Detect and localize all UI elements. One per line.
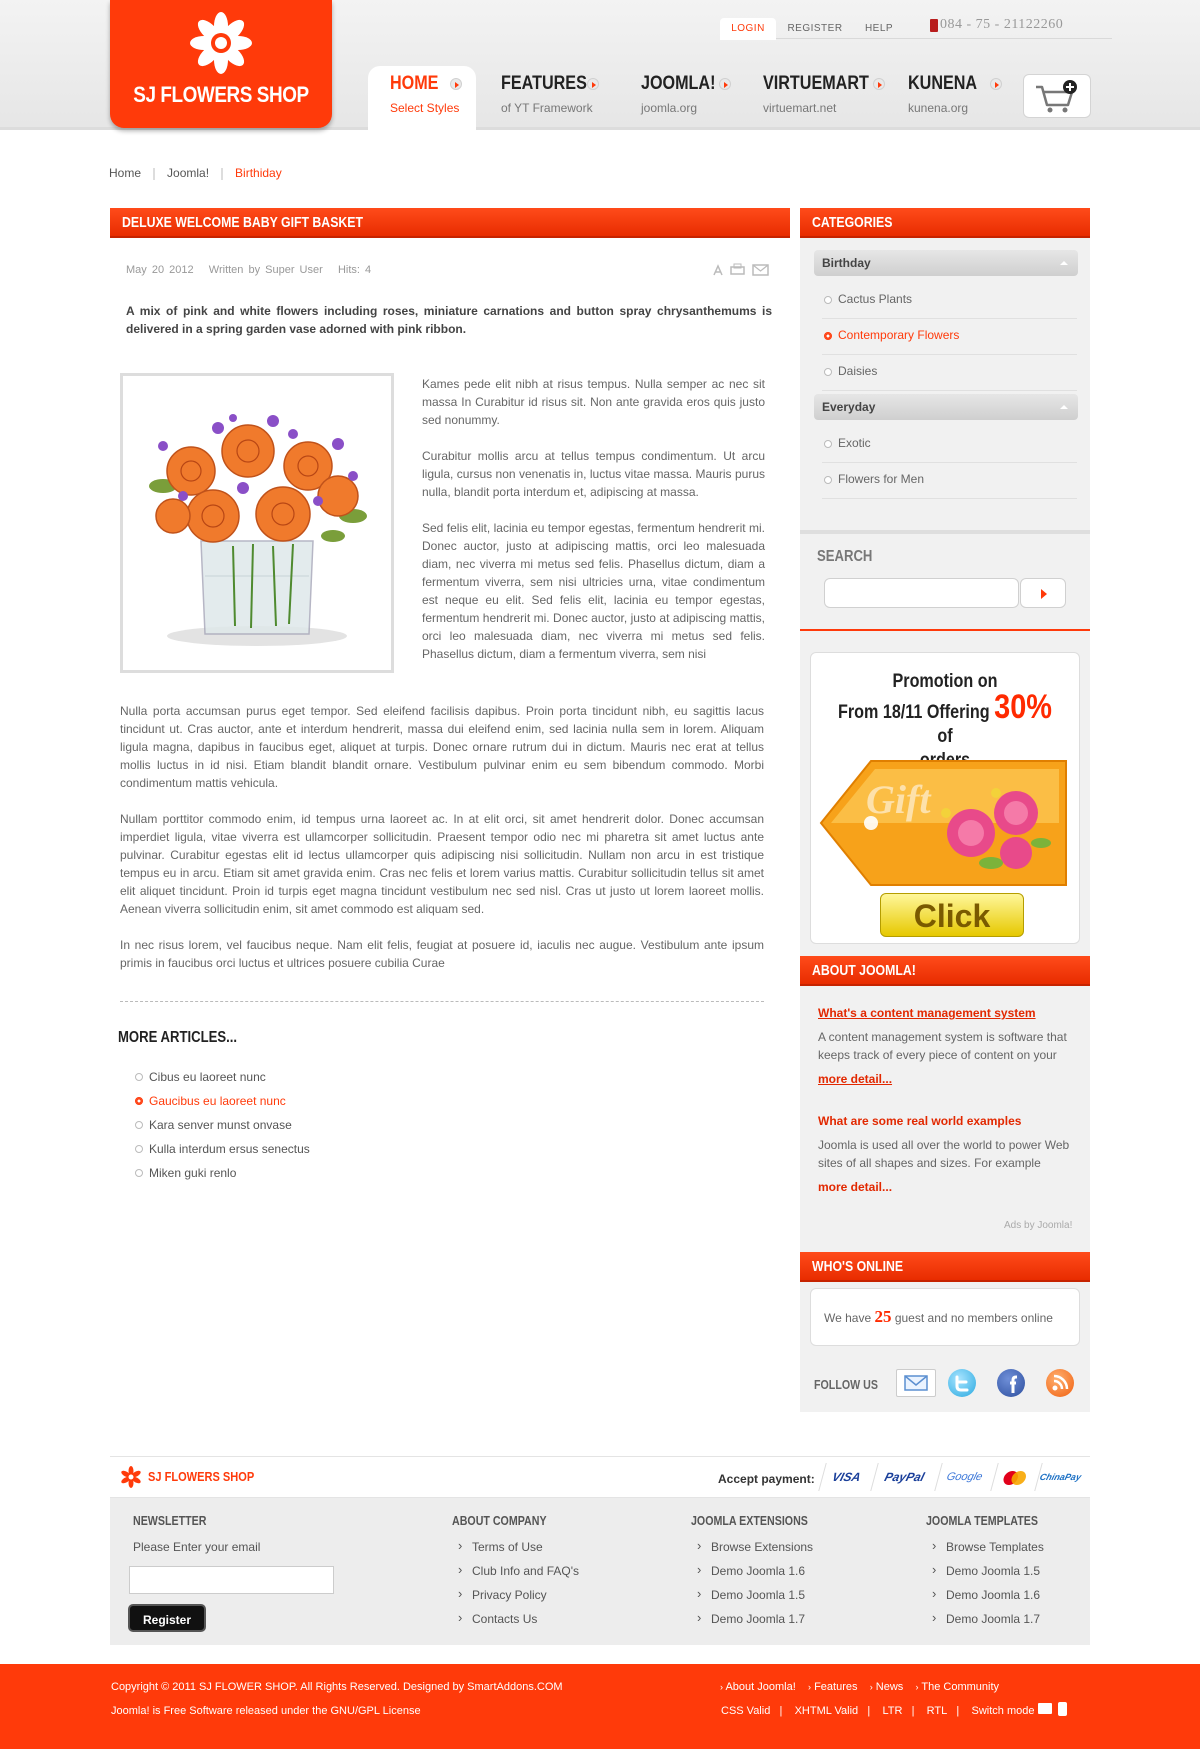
promo-percent: 30% [994, 688, 1053, 726]
category-item[interactable]: Contemporary Flowers [822, 319, 1077, 355]
footer-link[interactable]: › Browse Templates [930, 1540, 1044, 1554]
login-link[interactable]: LOGIN [720, 18, 776, 40]
nav-home-title: HOME [390, 73, 439, 94]
nav-joomla-title: JOOMLA! [641, 73, 716, 94]
promo-gift-text: Gift [866, 777, 931, 822]
category-item[interactable]: Cactus Plants [822, 283, 1077, 319]
category-group-label: Everyday [822, 400, 876, 414]
nav-joomla[interactable] [641, 66, 741, 130]
joomla-extensions-title: JOOMLA EXTENSIONS [691, 1513, 808, 1528]
category-group-everyday[interactable] [814, 394, 1078, 420]
css-valid-link[interactable]: CSS Valid [721, 1705, 771, 1717]
footer-logo-text: SJ FLOWERS SHOP [148, 1469, 255, 1484]
phone-number: 084 - 75 - 21122260 [940, 17, 1064, 32]
site-logo[interactable] [110, 0, 332, 128]
article-paragraph: Kames pede elit nibh at risus tempus. Nulla semper ac nec sit massa In Curabitur id risus sit. Non ante gravida eros quis justo sed nonummy. [422, 377, 765, 427]
xhtml-valid-link[interactable]: XHTML Valid [794, 1705, 859, 1717]
about-question-link[interactable]: What are some real world examples [818, 1114, 1022, 1128]
nav-features-title: FEATURES [501, 73, 587, 94]
more-article-link[interactable]: Miken guki renlo [134, 1166, 310, 1190]
flower-logo-icon [178, 10, 264, 76]
whos-online-title: WHO'S ONLINE [812, 1258, 904, 1275]
more-articles-title: MORE ARTICLES... [118, 1029, 238, 1046]
register-link[interactable]: REGISTER [787, 23, 843, 34]
promo-offer-text: From 18/11 Offering [837, 702, 990, 723]
desktop-mode-icon[interactable] [1038, 1703, 1052, 1714]
whos-online-bar [800, 1252, 1090, 1282]
sidebar-divider [800, 629, 1090, 631]
nav-home-sub: Select Styles [390, 101, 460, 115]
breadcrumb-separator [221, 168, 223, 180]
chevron-up-icon [1060, 405, 1068, 409]
about-answer-text: Joomla is used all over the world to power Web sites of all shapes and sizes. For example [818, 1138, 1070, 1170]
more-detail-link[interactable]: more detail... [818, 1180, 893, 1194]
phone-icon [930, 19, 938, 32]
chevron-right-icon [587, 78, 599, 90]
category-item[interactable]: Daisies [822, 355, 1077, 391]
chevron-right-icon [719, 78, 731, 90]
topbar-divider [720, 38, 1112, 39]
footer-link[interactable]: › Demo Joomla 1.5 [930, 1564, 1040, 1578]
bottom-link[interactable]: News [875, 1681, 904, 1693]
print-icon[interactable] [731, 264, 744, 274]
ads-label[interactable]: Ads by Joomla! [1004, 1220, 1073, 1231]
breadcrumb-joomla[interactable]: Joomla! [167, 166, 210, 180]
footer-link[interactable]: › Demo Joomla 1.7 [695, 1612, 805, 1626]
article-body [120, 702, 764, 972]
license-text: Joomla! is Free Software released under the GNU/GPL License [111, 1705, 421, 1717]
follow-us-label: FOLLOW US [814, 1377, 878, 1392]
footer-link[interactable]: › Demo Joomla 1.7 [930, 1612, 1040, 1626]
chinapay-icon: ChinaPay [1034, 1463, 1086, 1491]
google-checkout-icon: Google [934, 1463, 994, 1491]
footer-link[interactable]: › Club Info and FAQ's [456, 1564, 579, 1578]
nav-kunena-title: KUNENA [908, 73, 978, 94]
email-icon[interactable] [753, 265, 768, 275]
promo-line1: Promotion on [892, 671, 998, 692]
chevron-right-icon [990, 78, 1002, 90]
article-paragraph: Nulla porta accumsan purus eget tempor. Sed eleifend facilisis dapibus. Proin porta tincidunt nibh, eu sagittis lacus tincidunt ut. Cras auctor, ante et interdum hendrerit, massa dui eleifend enim, sed lacinia nulla sem in lorem. Aliquam ligula magna, dapibus in faucibus eget, aliquet at turpis. Donec ornare rutrum dui in dictum. Mauris nec erat at tellus mollis luctus in id nisi. Etiam blandit blandit ornare. Vestibulum pulvinar enim eu sem bibendum commodo. Morbi condimentum mattis vehicula. [120, 704, 764, 790]
accept-payment-label: Accept payment: [718, 1472, 815, 1486]
ltr-link[interactable]: LTR [882, 1705, 903, 1717]
register-button[interactable]: Register [128, 1604, 206, 1632]
about-joomla-title: ABOUT JOOMLA! [812, 962, 916, 979]
switch-mode-label: Switch mode [971, 1705, 1035, 1717]
chevron-right-icon [873, 78, 885, 90]
bottom-link[interactable]: The Community [921, 1681, 1000, 1693]
bottom-link[interactable]: About Joomla! [725, 1681, 796, 1693]
breadcrumb-current: Birthiday [235, 166, 282, 180]
more-article-link[interactable]: Cibus eu laoreet nunc [134, 1070, 310, 1094]
categories-bar [800, 208, 1090, 238]
article-actions [710, 263, 776, 280]
more-article-link[interactable]: Kara senver munst onvase [134, 1118, 310, 1142]
promo-of-text: of [937, 726, 953, 747]
more-article-link[interactable]: Kulla interdum ersus senectus [134, 1142, 310, 1166]
copyright-text: Copyright © 2011 SJ FLOWER SHOP. All Rights Reserved. Designed by SmartAddons.COM [111, 1681, 563, 1693]
bottom-links: › About Joomla! › Features › News › The Community [720, 1681, 1000, 1693]
about-answer-text: A content management system is software that keeps track of every piece of content on your [818, 1030, 1067, 1062]
more-article-link[interactable]: Gaucibus eu laoreet nunc [134, 1094, 310, 1118]
nav-kunena[interactable] [908, 66, 1008, 130]
article-hits: Hits: 4 [337, 264, 372, 276]
nav-features[interactable] [501, 66, 621, 130]
search-title: SEARCH [817, 548, 873, 565]
rss-icon[interactable] [1046, 1369, 1074, 1397]
newsletter-email-input[interactable] [129, 1566, 334, 1594]
footer-link[interactable]: › Terms of Use [456, 1540, 543, 1554]
search-input[interactable] [824, 578, 1019, 608]
article-author: Written by Super User [208, 264, 323, 276]
nav-home[interactable] [368, 66, 476, 130]
online-post-text: guest and no members online [894, 1311, 1053, 1325]
footer-link[interactable]: › Browse Extensions [695, 1540, 813, 1554]
nav-virtuemart-sub: virtuemart.net [763, 101, 837, 115]
nav-virtuemart-title: VIRTUEMART [763, 73, 869, 94]
divider [120, 1001, 764, 1002]
more-articles-list [134, 1070, 310, 1190]
bottom-link[interactable]: Features [814, 1681, 858, 1693]
about-question-link[interactable]: What's a content management system [818, 1006, 1036, 1020]
promo-click-button[interactable]: Click [880, 893, 1024, 937]
nav-features-sub: of YT Framework [501, 101, 593, 115]
promotion-banner[interactable] [810, 652, 1080, 944]
nav-kunena-sub: kunena.org [908, 101, 969, 115]
article-body-side [422, 375, 765, 663]
nav-joomla-sub: joomla.org [641, 101, 698, 115]
category-group-birthday[interactable] [814, 250, 1078, 276]
article-title: DELUXE WELCOME BABY GIFT BASKET [122, 214, 364, 231]
footer-link[interactable]: › Demo Joomla 1.5 [695, 1588, 805, 1602]
article-paragraph: Curabitur mollis arcu at tellus tempus condimentum. Ut arcu ligula, cursus non venenatis in, luctus vitae massa. Mauris purus nulla, blandit porta interdum et, adipiscing at massa. [422, 449, 765, 499]
article-paragraph: Nullam porttitor commodo enim, id tempus urna laoreet ac. In at elit orci, sit amet hendrerit dolor. Donec accumsan imperdiet ligula, vitae viverra est ullamcorper sollicitudin. Praesent tempor odio nec mi pharetra sit amet luctus ante pulvinar. Curabitur egestas elit id lectus ullamcorper quis adipiscing nisi sollicitudin. Nullam non arcu in est tristique tempus eu in arcu. Etiam sit amet gravida enim. Cras nec felis et lorem varius mattis. Curabitur sollicitudin tellus sit amet elit aliquet tincidunt. Proin id turpis eget magna tincidunt vestibulum nec sed nisl. Cras ut justo ut lorem laoreet mollis. Aenean viverra sollicitudin enim, sit amet commodo est aliquam sed. [120, 812, 764, 916]
mail-icon[interactable] [896, 1369, 936, 1397]
facebook-icon[interactable] [997, 1369, 1025, 1397]
footer-link[interactable]: › Contacts Us [456, 1612, 537, 1626]
rtl-link[interactable]: RTL [926, 1705, 948, 1717]
article-paragraph: Sed felis elit, lacinia eu tempor egestas, fermentum hendrerit mi. Donec auctor, justo at adipiscing mattis, orci leo malesuada diam, nec viverra mi metus sed felis. Phasellus dictum, diam a fermentum viverra, sem nisi ultricies urna, vitae condimentum est neque eu elit. Sed felis elit, lacinia eu tempor egestas, fermentum hendrerit mi. Donec auctor, justo at adipiscing mattis, orci leo malesuada diam, nec viverra mi metus sed felis. Phasellus dictum, diam a fermentum viverra, sem nisi [422, 521, 765, 661]
search-button[interactable] [1020, 578, 1066, 608]
chevron-right-icon [450, 78, 462, 90]
help-link[interactable]: HELP [864, 23, 894, 34]
online-pre-text: We have [824, 1311, 872, 1325]
cart-icon [1024, 75, 1090, 117]
flower-vase-image [120, 373, 394, 673]
breadcrumb [109, 166, 282, 180]
cart-button[interactable] [1023, 74, 1091, 118]
nav-virtuemart[interactable] [763, 66, 893, 130]
chevron-up-icon [1060, 261, 1068, 265]
validation-links: CSS Valid | XHTML Valid | LTR | RTL | Switch mode [721, 1705, 1035, 1717]
footer-link[interactable]: › Demo Joomla 1.6 [930, 1588, 1040, 1602]
mastercard-icon [990, 1463, 1038, 1491]
category-item[interactable]: Exotic [822, 427, 1077, 463]
about-joomla-bar [800, 956, 1090, 986]
article-date: May 20 2012 [126, 264, 194, 276]
paypal-icon: PayPal [870, 1463, 938, 1491]
category-item[interactable]: Flowers for Men [822, 463, 1077, 499]
article-intro: A mix of pink and white flowers including roses, miniature carnations and button spray chrysanthemums is delivered in a spring garden vase adorned with pink ribbon. [126, 304, 772, 336]
categories-title: CATEGORIES [812, 214, 893, 231]
category-group-label: Birthday [822, 256, 871, 270]
visa-icon: VISA [818, 1463, 874, 1491]
site-name: SJ FLOWERS SHOP [133, 82, 309, 107]
sidebar-divider [800, 530, 1090, 534]
newsletter-label: Please Enter your email [133, 1540, 261, 1554]
flower-logo-icon [120, 1466, 142, 1488]
article-meta [126, 264, 371, 276]
about-company-title: ABOUT COMPANY [452, 1513, 547, 1528]
breadcrumb-home[interactable]: Home [109, 166, 142, 180]
joomla-templates-title: JOOMLA TEMPLATES [926, 1513, 1038, 1528]
online-count: 25 [874, 1307, 892, 1326]
breadcrumb-separator [153, 168, 155, 180]
whos-online-box [810, 1288, 1080, 1346]
article-title-bar [110, 208, 790, 238]
more-detail-link[interactable]: more detail... [818, 1072, 893, 1086]
newsletter-title: NEWSLETTER [133, 1513, 207, 1528]
article-paragraph: In nec risus lorem, vel faucibus neque. Nam elit felis, feugiat at posuere id, iaculis nec augue. Vestibulum ante ipsum primis in faucibus orci luctus et ultrices posuere cubilia Curae [120, 938, 764, 970]
twitter-icon[interactable] [948, 1369, 976, 1397]
footer-link[interactable]: › Privacy Policy [456, 1588, 547, 1602]
gift-tag-icon [811, 753, 1080, 893]
footer-link[interactable]: › Demo Joomla 1.6 [695, 1564, 805, 1578]
pdf-icon[interactable] [714, 266, 722, 275]
mobile-mode-icon[interactable] [1058, 1702, 1067, 1716]
